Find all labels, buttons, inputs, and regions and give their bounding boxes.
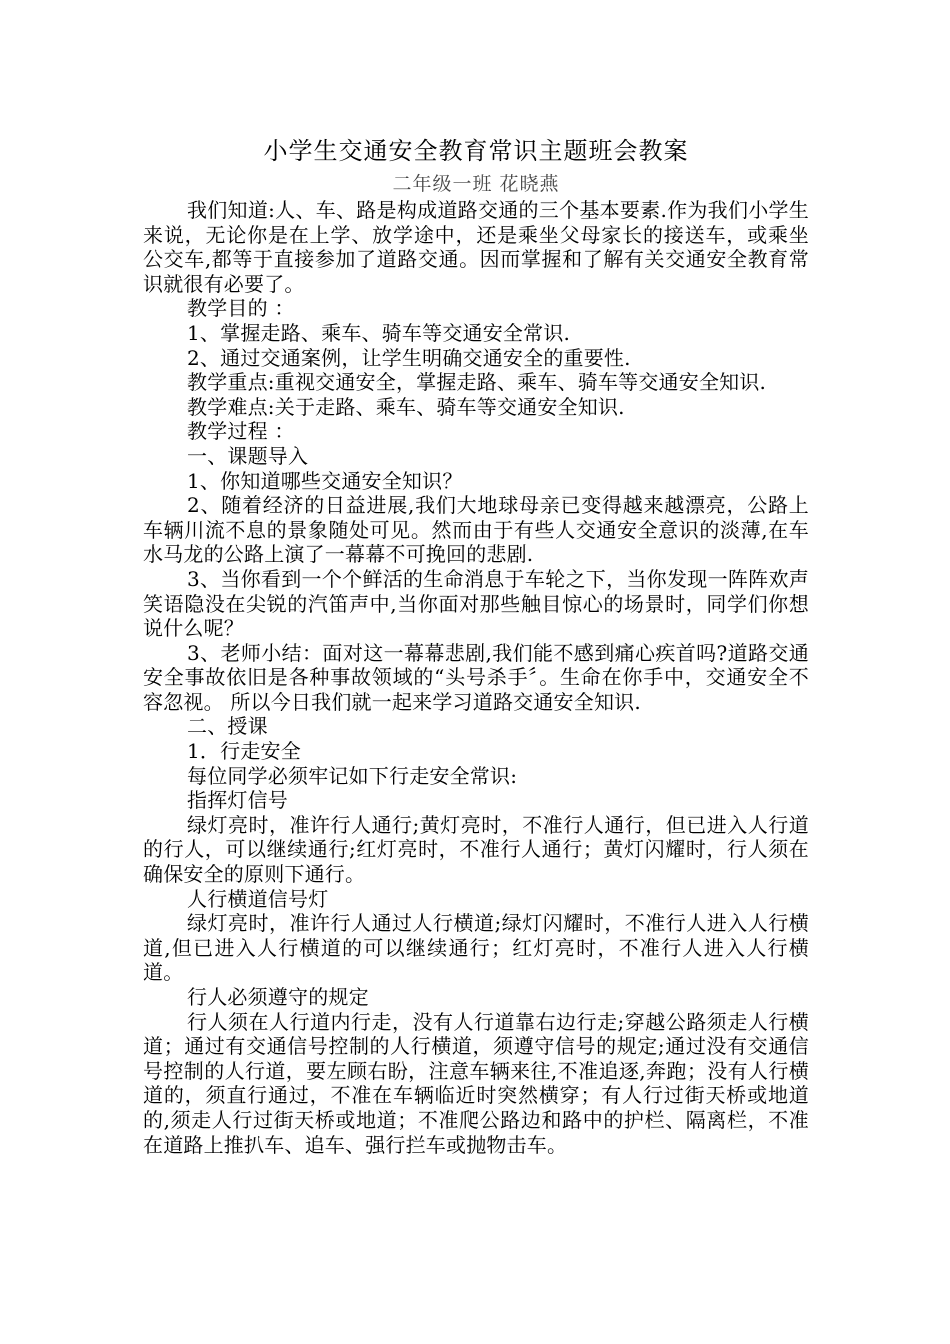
document-title: 小学生交通安全教育常识主题班会教案 (263, 137, 689, 165)
paragraph-intro: 我们知道:人、车、路是构成道路交通的三个基本要素.作为我们小学生来说，无论你是在上学、放学途中，还是乘坐父母家长的接送车，或乘坐公交车,都等于直接参加了道路交通。因而掌握和了解有关交通安全教育常识就很有必要了。 (143, 198, 809, 296)
paragraph-crosswalk-heading: 人行横道信号灯 (187, 886, 329, 911)
paragraph-objective-2: 2、通过交通案例，让学生明确交通安全的重要性. (187, 345, 631, 370)
paragraph-signal-rules: 绿灯亮时，准许行人通行;黄灯亮时，不准行人通行，但已进入人行道的行人，可以继续通行;红灯亮时，不准行人通行；黄灯闪耀时，行人须在确保安全的原则下通行。 (143, 812, 809, 887)
paragraph-item-3: 3、当你看到一个个鲜活的生命消息于车轮之下，当你发现一阵阵欢声笑语隐没在尖锐的汽笛声中,当你面对那些触目惊心的场景时，同学们你想说什么呢？ (143, 566, 809, 641)
paragraph-item-2: 2、随着经济的日益进展,我们大地球母亲已变得越来越漂亮，公路上车辆川流不息的景象随处可见。然而由于有些人交通安全意识的淡薄,在车水马龙的公路上演了一幕幕不可挽回的悲剧. (143, 493, 809, 567)
paragraph-key-points: 教学重点:重视交通安全，掌握走路、乘车、骑车等交通安全知识. (187, 370, 767, 395)
paragraph-section-1-heading: 一、课题导入 (187, 443, 309, 468)
paragraph-crosswalk-rules: 绿灯亮时，准许行人通过人行横道;绿灯闪耀时，不准行人进入人行横道,但已进入人行横道的可以继续通行；红灯亮时，不准行人进入人行横道。 (143, 911, 809, 985)
paragraph-walking-rules-intro: 每位同学必须牢记如下行走安全常识: (187, 763, 518, 788)
document-subtitle: 二年级一班 花晓燕 (392, 173, 560, 195)
paragraph-signal-heading: 指挥灯信号 (187, 788, 288, 813)
paragraph-section-2-heading: 二、授课 (187, 714, 268, 739)
paragraph-difficulties: 教学难点:关于走路、乘车、骑车等交通安全知识. (187, 394, 625, 419)
paragraph-objectives-heading: 教学目的 ： (187, 296, 295, 321)
paragraph-question-1: 1、你知道哪些交通安全知识？ (187, 468, 463, 493)
paragraph-pedestrian-heading: 行人必须遵守的规定 (187, 985, 369, 1009)
paragraph-teacher-summary: 3、老师小结：面对这一幕幕悲剧,我们能不感到痛心疾首吗?道路交通安全事故依旧是各种事故领域的“头号杀手〞。生命在你手中，交通安全不容忽视。 所以今日我们就一起来学习道路交通安全知识. (143, 640, 809, 714)
paragraph-objective-1: 1、掌握走路、乘车、骑车等交通安全常识. (187, 320, 571, 345)
document-body (143, 198, 809, 1157)
paragraph-process-heading: 教学过程 ： (187, 419, 295, 444)
paragraph-walking-safety: 1．行走安全 (187, 739, 301, 764)
paragraph-pedestrian-rules: 行人须在人行道内行走，没有人行道靠右边行走;穿越公路须走人行横道；通过有交通信号控制的人行横道，须遵守信号的规定;通过没有交通信号控制的人行道，要左顾右盼，注意车辆来往,不准追逐,奔跑；没有人行横道的，须直行通过，不准在车辆临近时突然横穿；有人行过街天桥或地道的,须走人行过街天桥或地道；不准爬公路边和路中的护栏、隔离栏，不准在道路上推扒车、追车、强行拦车或抛物击车。 (143, 1009, 809, 1157)
document-page (143, 132, 809, 1157)
